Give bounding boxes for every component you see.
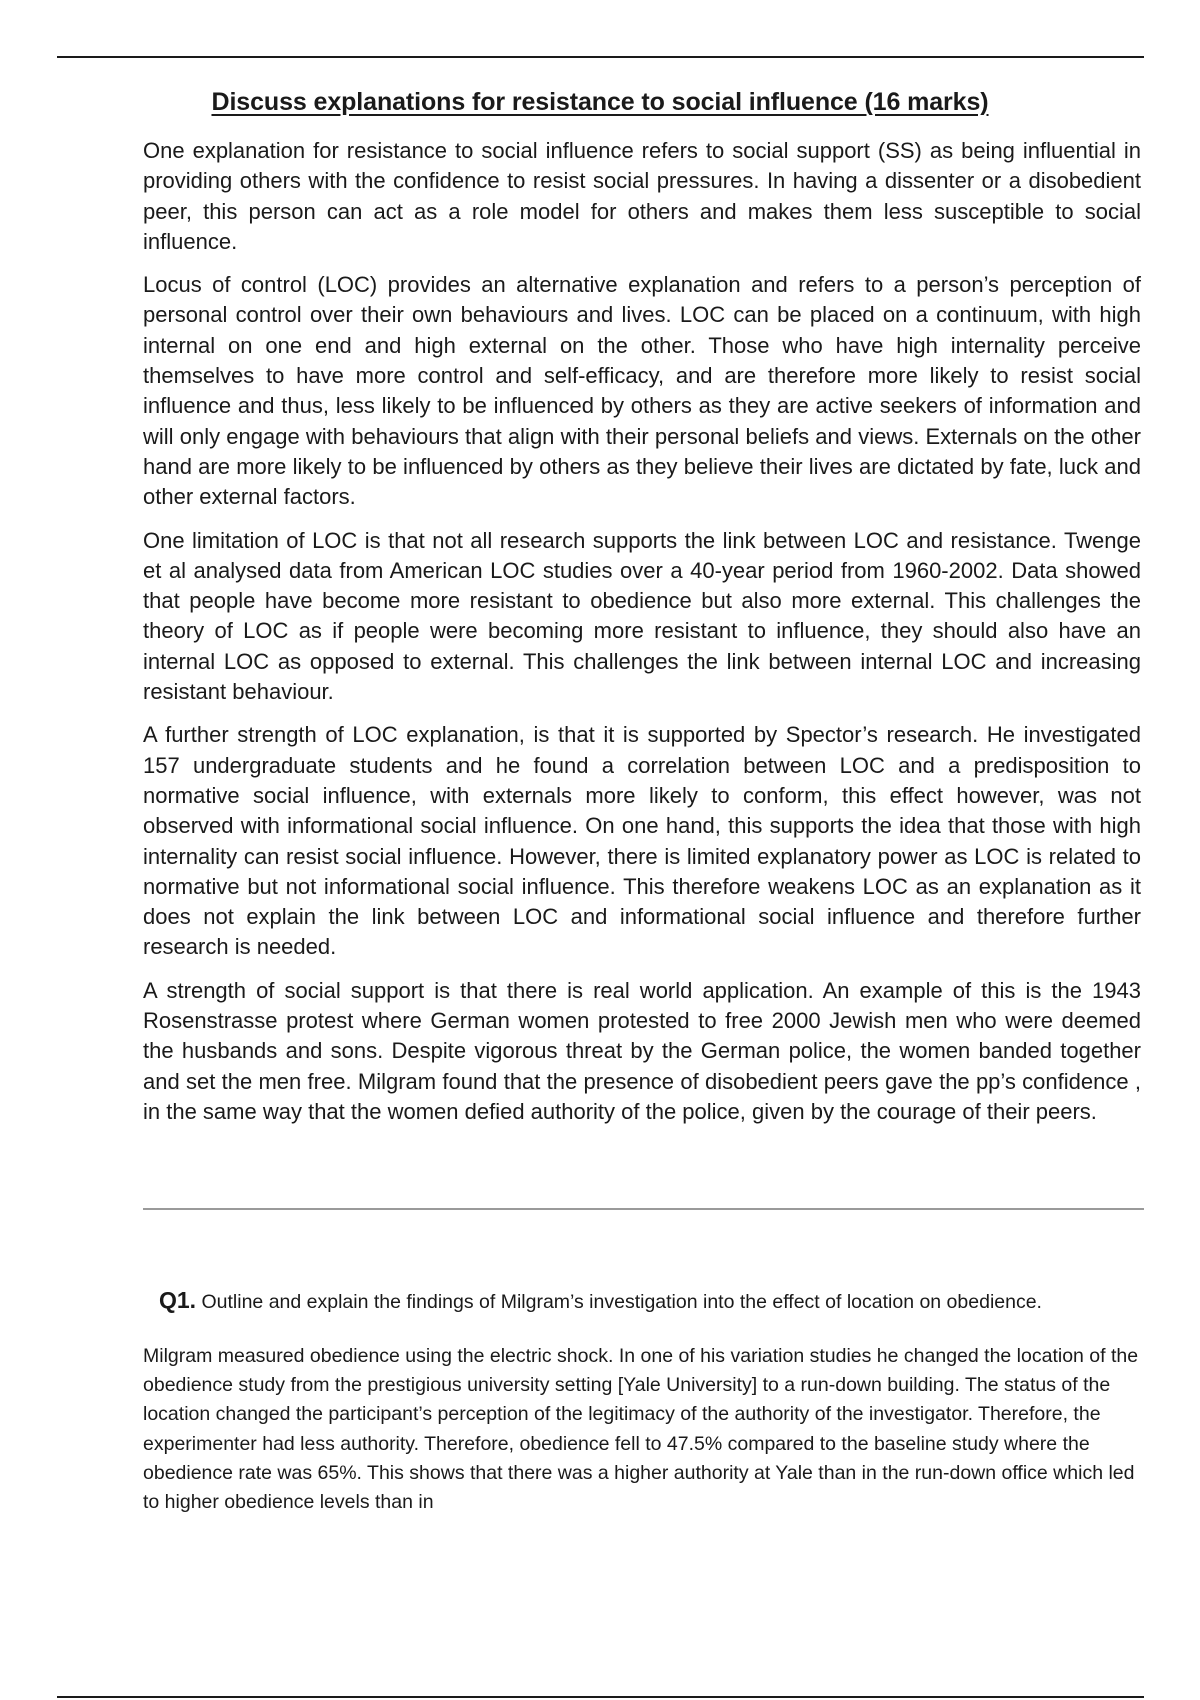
top-rule (57, 56, 1144, 58)
question-text: Outline and explain the findings of Milgram’s investigation into the effect of location on obedience. (196, 1291, 1042, 1313)
bottom-rule (57, 1696, 1144, 1698)
section-divider (143, 1208, 1144, 1210)
essay-title: Discuss explanations for resistance to social influence (16 marks) (211, 88, 989, 116)
paragraph-social-support: One explanation for resistance to social influence refers to social support (SS) as being influential in providing others with the confidence to resist social pressures. In having a dissenter or a disobedient peer, this person can act as a role model for others and makes them less susceptible to social influence. (143, 138, 1141, 254)
paragraph-locus-of-control: Locus of control (LOC) provides an alternative explanation and refers to a person’s perception of personal control over their own behaviours and lives. LOC can be placed on a continuum, with high internal on one end and high external on the other. Those who have high internality perceive themselves to have more control and self-efficacy, and are therefore more likely to resist social influence and thus, less likely to be influenced by others as they are active seekers of information and will only engage with behaviours that align with their personal beliefs and views. Externals on the other hand are more likely to be influenced by others as they believe their lives are dictated by fate, luck and other external factors. (143, 272, 1141, 510)
essay-body (143, 136, 1141, 1140)
paragraph-loc-strength: A further strength of LOC explanation, is that it is supported by Spector’s research. He investigated 157 undergraduate students and he found a correlation between LOC and a predisposition to normative social influence, with externals more likely to conform, this effect however, was not observed with informational social influence. On one hand, this supports the idea that those with high internality can resist social influence. However, there is limited explanatory power as LOC is related to normative but not informational social influence. This therefore weakens LOC as an explanation as it does not explain the link between LOC and informational social influence and therefore further research is needed. (143, 722, 1141, 960)
question-prompt (159, 1287, 1059, 1315)
question-number: Q1. (159, 1287, 197, 1313)
paragraph-social-support-strength: A strength of social support is that there is real world application. An example of this is the 1943 Rosenstrasse protest where German women protested to free 2000 Jewish men who were deemed the husbands and sons. Despite vigorous threat by the German police, the women banded together and set the men free. Milgram found that the presence of disobedient peers gave the pp’s confidence , in the same way that the women defied authority of the police, given by the courage of their peers. (143, 977, 1141, 1124)
answer-text: Milgram measured obedience using the electric shock. In one of his variation studies he changed the location of the obedience study from the prestigious university setting [Yale University] to a run-down building. The status of the location changed the participant’s perception of the legitimacy of the authority of the investigator. Therefore, the experimenter had less authority. Therefore, obedience fell to 47.5% compared to the baseline study where the obedience rate was 65%. This shows that there was a higher authority at Yale than in the run-down office which led to higher obedience levels than in (143, 1345, 1139, 1514)
paragraph-loc-limitation: One limitation of LOC is that not all research supports the link between LOC and resistance. Twenge et al analysed data from American LOC studies over a 40-year period from 1960-2002. Data showed that people have become more resistant to obedience but also more external. This challenges the theory of LOC as if people were becoming more resistant to influence, they should also have an internal LOC as opposed to external. This challenges the link between internal LOC and increasing resistant behaviour. (143, 527, 1141, 705)
